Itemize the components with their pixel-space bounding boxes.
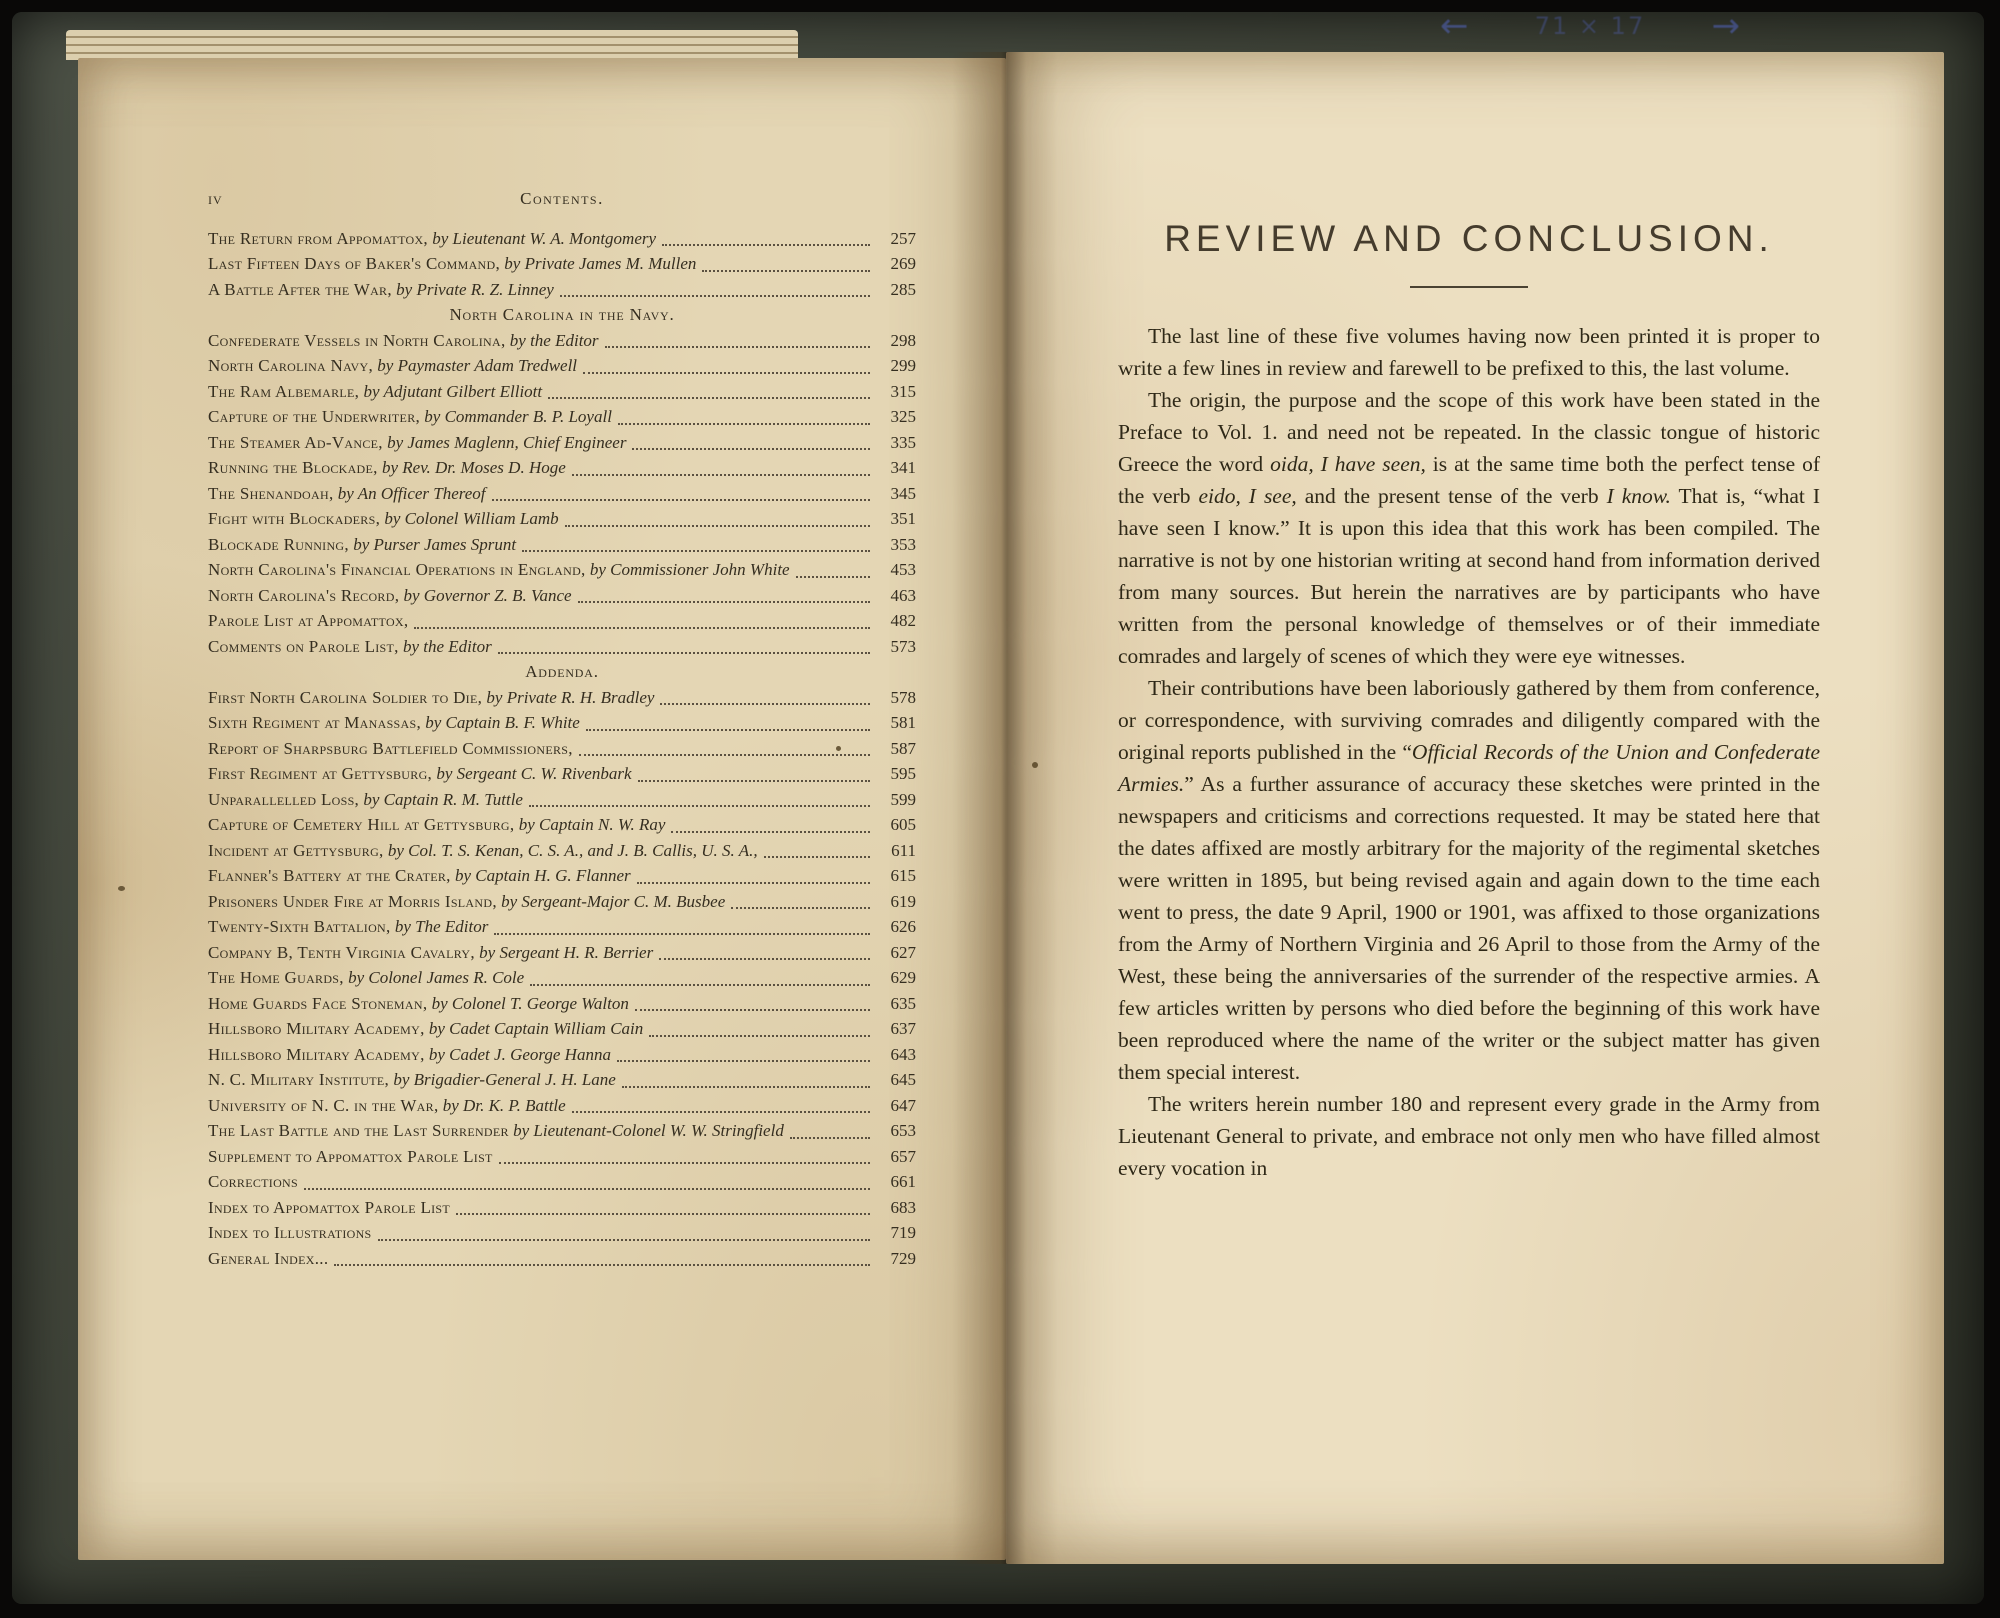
toc-page-number: 463: [890, 585, 916, 605]
toc-entry-author: by Cadet Captain William Cain: [424, 1019, 644, 1038]
page-folio: iv: [208, 189, 223, 208]
toc-page-number: 482: [890, 611, 916, 630]
toc-entry: [208, 838, 916, 864]
table-of-contents: [208, 186, 916, 1271]
toc-page-number: 351: [890, 509, 916, 528]
toc-dot-leader: [572, 1111, 870, 1113]
toc-entry-title: Flanner's Battery at the Crater,: [208, 866, 451, 885]
toc-page-number: 341: [890, 458, 916, 477]
toc-entry-author: by Dr. K. P. Battle: [438, 1095, 566, 1115]
toc-entry-title: Parole List at Appomattox,: [208, 611, 409, 630]
toc-page-number: 635: [890, 993, 916, 1013]
toc-page-number: 643: [890, 1044, 916, 1064]
toc-entry-text: [208, 1169, 298, 1195]
toc-entry-author: by Captain N. W. Ray: [514, 815, 666, 834]
toc-entry-title: Capture of Cemetery Hill at Gettysburg,: [208, 815, 515, 834]
toc-entry-text: [208, 455, 566, 481]
toc-entry: [208, 1118, 916, 1144]
toc-dot-leader: [499, 1162, 870, 1164]
toc-dot-leader: [583, 372, 870, 374]
toc-entry-title: Unparallelled Loss,: [208, 789, 360, 809]
toc-entry-title: Corrections: [208, 1172, 298, 1191]
toc-entry: [208, 812, 916, 838]
toc-entry-text: [208, 532, 516, 558]
chapter: [1118, 218, 1820, 1184]
toc-entry-author: by Commander B. P. Loyall: [420, 407, 612, 426]
toc-entry: [208, 1016, 916, 1042]
toc-entry-author: by Col. T. S. Kenan, C. S. A., and J. B. Callis, U. S. A.,: [383, 840, 758, 860]
toc-section-header: North Carolina in the Navy.: [449, 305, 675, 324]
paper-speck: [1032, 762, 1038, 768]
toc-page-number: 573: [890, 636, 916, 656]
toc-entry: [208, 1067, 916, 1093]
toc-header-row: [208, 186, 916, 212]
toc-entry-title: North Carolina's Financial Operations in England,: [208, 560, 586, 579]
toc-page-number: 269: [890, 254, 916, 273]
scan-left-arrow-icon: ←: [1440, 6, 1469, 46]
toc-entry-text: [208, 226, 656, 252]
toc-entry: [208, 1195, 916, 1221]
toc-page-number: 611: [891, 840, 916, 860]
toc-entry-title: Incident at Gettysburg,: [208, 840, 384, 860]
toc-entry-author: by The Editor: [390, 917, 489, 936]
toc-dot-leader: [702, 270, 870, 272]
toc-entry-text: [208, 328, 599, 354]
toc-page-number: 629: [890, 968, 916, 987]
toc-entry: [208, 353, 916, 379]
toc-page-number: 345: [890, 483, 916, 503]
toc-entry: [208, 889, 916, 915]
toc-dot-leader: [530, 984, 870, 986]
paper-speck: [118, 886, 125, 891]
toc-dot-leader: [796, 576, 870, 578]
toc-dot-leader: [638, 780, 870, 782]
toc-entry: [208, 965, 916, 991]
toc-entry: [208, 685, 916, 711]
toc-entry-text: [208, 1093, 566, 1119]
toc-entry-author: by Colonel T. George Walton: [427, 993, 629, 1013]
toc-entry-text: [208, 940, 653, 966]
toc-entry-text: [208, 965, 524, 991]
toc-entry-author: by Purser James Sprunt: [348, 534, 517, 554]
toc-entry-author: by Captain H. G. Flanner: [450, 866, 631, 885]
scan-marks: [1440, 4, 1740, 48]
toc-dot-leader: [378, 1239, 870, 1241]
toc-entry-author: by James Maglenn, Chief Engineer: [382, 432, 627, 452]
toc-entry: [208, 863, 916, 889]
left-page: [78, 58, 1006, 1560]
toc-dot-leader: [560, 295, 870, 297]
toc-dot-leader: [579, 754, 870, 756]
toc-dot-leader: [548, 397, 870, 399]
toc-entry-author: by Sergeant H. R. Berrier: [474, 942, 654, 962]
toc-entry-title: The Steamer Ad-Vance,: [208, 432, 383, 452]
toc-entry: [208, 583, 916, 609]
title-rule: [1410, 286, 1528, 288]
toc-entry-text: [208, 251, 696, 277]
toc-entry-text: [208, 863, 631, 889]
toc-entry-text: [208, 991, 629, 1017]
toc-dot-leader: [790, 1137, 870, 1139]
toc-entry-text: [208, 889, 725, 915]
toc-entry: [208, 1144, 916, 1170]
toc-entry-title: North Carolina's Record,: [208, 585, 400, 605]
toc-page-number: 661: [890, 1172, 916, 1191]
toc-entry: [208, 761, 916, 787]
toc-entry-author: by Lieutenant W. A. Montgomery: [427, 228, 657, 248]
toc-dot-leader: [662, 244, 870, 246]
toc-page-number: 647: [890, 1095, 916, 1115]
toc-entry-text: [208, 634, 492, 660]
toc-entry-text: [208, 1144, 493, 1170]
toc-entry-title: General Index...: [208, 1248, 329, 1268]
toc-entry-text: [208, 710, 580, 736]
toc-entry-author: by Private James M. Mullen: [500, 254, 697, 273]
toc-entry: [208, 506, 916, 532]
toc-entry-title: North Carolina Navy,: [208, 356, 374, 375]
toc-entry: [208, 277, 916, 303]
toc-entry-title: Index to Appomattox Parole List: [208, 1197, 451, 1217]
toc-entry: [208, 481, 916, 507]
toc-entry: [208, 608, 916, 634]
toc-page-number: 657: [890, 1146, 916, 1166]
toc-entry-text: [208, 1195, 450, 1221]
toc-entry-author: by Captain R. M. Tuttle: [359, 789, 523, 809]
toc-dot-leader: [637, 882, 870, 884]
contents-heading: Contents.: [520, 189, 604, 208]
toc-dot-leader: [764, 856, 870, 858]
toc-entry-text: [208, 838, 758, 864]
toc-dot-leader: [671, 831, 870, 833]
toc-entry: [208, 991, 916, 1017]
toc-entry-text: [208, 277, 554, 303]
toc-page-number: 257: [890, 228, 916, 248]
toc-dot-leader: [456, 1213, 870, 1215]
toc-entry-text: [208, 1220, 372, 1246]
toc-entry: [208, 328, 916, 354]
toc-entry-text: [208, 685, 654, 711]
toc-page-number: 605: [890, 815, 916, 834]
toc-page-number: 615: [890, 866, 916, 885]
toc-entry-title: Confederate Vessels in North Carolina,: [208, 330, 506, 350]
toc-entry-title: Home Guards Face Stoneman,: [208, 993, 428, 1013]
toc-page-number: 453: [890, 560, 916, 579]
toc-list: [208, 226, 916, 1272]
toc-page-number: 645: [890, 1070, 916, 1089]
toc-entry: [208, 455, 916, 481]
toc-entry: [208, 787, 916, 813]
toc-entry-author: by Cadet J. George Hanna: [424, 1044, 611, 1064]
page-edges: [66, 30, 798, 60]
toc-entry-title: Supplement to Appomattox Parole List: [208, 1146, 493, 1166]
toc-entry-author: by the Editor: [505, 330, 599, 350]
toc-dot-leader: [618, 423, 870, 425]
toc-entry-title: Last Fifteen Days of Baker's Command,: [208, 254, 501, 273]
toc-entry-text: [208, 1042, 611, 1068]
toc-page-number: 599: [890, 789, 916, 809]
paper-speck: [836, 746, 841, 751]
toc-entry: [208, 557, 916, 583]
toc-entry-title: Hillsboro Military Academy,: [208, 1019, 425, 1038]
toc-entry-author: by Adjutant Gilbert Elliott: [359, 381, 543, 401]
toc-page-number: 335: [890, 432, 916, 452]
toc-entry-title: First North Carolina Soldier to Die,: [208, 687, 483, 707]
toc-entry-author: by Lieutenant-Colonel W. W. Stringfield: [508, 1121, 784, 1140]
toc-entry: [208, 532, 916, 558]
toc-page-number: 627: [890, 942, 916, 962]
toc-entry-author: by Paymaster Adam Tredwell: [373, 356, 578, 375]
toc-page-number: 587: [890, 738, 916, 758]
toc-page-number: 353: [890, 534, 916, 554]
toc-entry-text: [208, 1246, 328, 1272]
toc-dot-leader: [494, 933, 870, 935]
chapter-title: REVIEW AND CONCLUSION.: [1164, 218, 1774, 259]
right-page: [1006, 52, 1944, 1564]
toc-entry-author: by Sergeant-Major C. M. Busbee: [496, 891, 726, 911]
toc-dot-leader: [498, 652, 870, 654]
toc-page-number: 581: [890, 713, 916, 732]
toc-dot-leader: [605, 346, 870, 348]
toc-entry: [208, 251, 916, 277]
toc-entry: [208, 404, 916, 430]
toc-entry-author: by Colonel William Lamb: [380, 509, 559, 528]
scan-right-arrow-icon: →: [1711, 6, 1740, 46]
toc-dot-leader: [659, 958, 870, 960]
toc-entry-title: Running the Blockade,: [208, 458, 378, 477]
toc-dot-leader: [617, 1060, 870, 1062]
toc-entry-text: [208, 812, 665, 838]
toc-entry: [208, 430, 916, 456]
toc-entry-text: [208, 608, 408, 634]
toc-entry-title: The Shenandoah,: [208, 483, 334, 503]
toc-page-number: 626: [890, 917, 916, 936]
toc-entry: [208, 710, 916, 736]
toc-entry-author: by Private R. Z. Linney: [391, 279, 554, 299]
toc-entry-title: University of N. C. in the War,: [208, 1095, 439, 1115]
toc-entry-text: [208, 430, 626, 456]
toc-page-number: 719: [890, 1223, 916, 1242]
toc-dot-leader: [572, 474, 870, 476]
toc-entry-text: [208, 1118, 784, 1144]
toc-entry-title: N. C. Military Institute,: [208, 1070, 390, 1089]
toc-dot-leader: [492, 499, 870, 501]
toc-page-number: 595: [890, 764, 916, 783]
toc-entry: [208, 1042, 916, 1068]
toc-entry-text: [208, 914, 488, 940]
toc-entry-title: Comments on Parole List,: [208, 636, 399, 656]
toc-entry-title: First Regiment at Gettysburg,: [208, 764, 433, 783]
toc-entry-title: Prisoners Under Fire at Morris Island,: [208, 891, 497, 911]
toc-page-number: 315: [890, 381, 916, 401]
toc-entry-text: [208, 404, 612, 430]
toc-entry-title: The Home Guards,: [208, 968, 344, 987]
toc-dot-leader: [586, 729, 870, 731]
toc-entry-text: [208, 1016, 643, 1042]
toc-entry-author: by Brigadier-General J. H. Lane: [389, 1070, 616, 1089]
toc-entry-author: by the Editor: [398, 636, 492, 656]
body-paragraph: Their contributions have been laboriously gathered by them from conference, or correspondence, with surviving comrades and diligently compared with the original reports published in the “Official Records of the Union and Confederate Armies.” As a further assurance of accuracy these sketches were printed in the newspapers and criticisms and corrections requested. It may be stated here that the dates affixed are mostly arbitrary for the majority of the regimental sketches were written in 1895, but being revised again and again down to the time each went to press, the date 9 April, 1900 or 1901, was affixed to those organizations from the Army of Northern Virginia and 26 April to those from the Army of the West, these being the anniversaries of the surrender of the respective armies. A few articles written by persons who died before the beginning of this work have been reproduced where the name of the writer or the subject matter has given them special interest.: [1118, 676, 1820, 1084]
toc-entry: [208, 1246, 916, 1272]
toc-entry-text: [208, 761, 632, 787]
toc-entry-title: The Ram Albemarle,: [208, 381, 360, 401]
toc-entry-text: [208, 379, 542, 405]
toc-page-number: 578: [890, 687, 916, 707]
toc-dot-leader: [649, 1035, 870, 1037]
toc-entry-text: [208, 353, 577, 379]
toc-entry-text: [208, 736, 573, 762]
toc-entry-title: A Battle After the War,: [208, 279, 392, 299]
toc-page-number: 637: [890, 1019, 916, 1038]
toc-entry: [208, 736, 916, 762]
toc-entry: [208, 940, 916, 966]
toc-entry-text: [208, 583, 572, 609]
toc-dot-leader: [522, 550, 870, 552]
toc-page-number: 729: [890, 1248, 916, 1268]
toc-entry-text: [208, 481, 486, 507]
toc-entry-text: [208, 787, 523, 813]
toc-entry-text: [208, 506, 559, 532]
body-paragraph: The last line of these five volumes having now been printed it is proper to write a few lines in review and farewell to be prefixed to this, the last volume.: [1118, 324, 1820, 380]
toc-dot-leader: [635, 1009, 870, 1011]
toc-dot-leader: [731, 907, 870, 909]
toc-entry-title: Capture of the Underwriter,: [208, 407, 421, 426]
toc-entry-author: by Governor Z. B. Vance: [399, 585, 572, 605]
toc-entry-title: Sixth Regiment at Manassas,: [208, 713, 422, 732]
toc-section-header: Addenda.: [525, 662, 599, 681]
toc-entry-title: Index to Illustrations: [208, 1223, 372, 1242]
toc-entry-author: by An Officer Thereof: [333, 483, 486, 503]
toc-entry: [208, 1093, 916, 1119]
toc-entry-author: by Private R. H. Bradley: [482, 687, 655, 707]
toc-entry-author: by Colonel James R. Cole: [343, 968, 525, 987]
body-paragraph: The writers herein number 180 and represent every grade in the Army from Lieutenant General to private, and embrace not only men who have filled almost every vocation in: [1118, 1092, 1820, 1180]
chapter-body: [1118, 320, 1820, 1184]
toc-entry-author: by Rev. Dr. Moses D. Hoge: [377, 458, 566, 477]
toc-entry: [208, 634, 916, 660]
toc-page-number: 683: [890, 1197, 916, 1217]
toc-dot-leader: [414, 627, 870, 629]
toc-page-number: 325: [890, 407, 916, 426]
toc-entry-author: by Commissioner John White: [585, 560, 790, 579]
toc-page-number: 299: [890, 356, 916, 375]
toc-entry-text: [208, 557, 790, 583]
toc-entry-title: Company B, Tenth Virginia Cavalry,: [208, 942, 475, 962]
toc-page-number: 653: [890, 1121, 916, 1140]
toc-entry-author: by Sergeant C. W. Rivenbark: [432, 764, 632, 783]
toc-entry-title: Fight with Blockaders,: [208, 509, 381, 528]
toc-entry-title: Report of Sharpsburg Battlefield Commissioners,: [208, 738, 573, 758]
toc-entry: [208, 914, 916, 940]
toc-dot-leader: [334, 1264, 870, 1266]
toc-dot-leader: [622, 1086, 870, 1088]
toc-dot-leader: [578, 601, 870, 603]
toc-dot-leader: [632, 448, 870, 450]
toc-dot-leader: [304, 1188, 870, 1190]
toc-entry-text: [208, 1067, 616, 1093]
toc-entry: [208, 1220, 916, 1246]
toc-entry: [208, 1169, 916, 1195]
toc-entry: [208, 226, 916, 252]
toc-entry-title: The Return from Appomattox,: [208, 228, 428, 248]
toc-entry-author: by Captain B. F. White: [421, 713, 580, 732]
scan-label: 71 × 17: [1534, 12, 1646, 40]
toc-page-number: 298: [890, 330, 916, 350]
toc-page-number: 619: [890, 891, 916, 911]
body-paragraph: The origin, the purpose and the scope of this work have been stated in the Preface to Vol. 1. and need not be repeated. In the classic tongue of historic Greece the word oida, I have seen, is at the same time both the perfect tense of the verb eido, I see, and the present tense of the verb I know. That is, “what I have seen I know.” It is upon this idea that this work has been compiled. The narrative is not by one historian writing at second hand from information derived from many sources. But herein the narratives are by participants who have written from the personal knowledge of themselves or of their immediate comrades and largely of scenes of which they were eye witnesses.: [1118, 388, 1821, 668]
toc-dot-leader: [529, 805, 870, 807]
toc-page-number: 285: [890, 279, 916, 299]
toc-dot-leader: [565, 525, 870, 527]
toc-entry-title: Hillsboro Military Academy,: [208, 1044, 425, 1064]
toc-entry: [208, 379, 916, 405]
toc-entry-title: The Last Battle and the Last Surrender: [208, 1121, 509, 1140]
toc-entry-title: Blockade Running,: [208, 534, 349, 554]
toc-dot-leader: [660, 703, 870, 705]
toc-entry-title: Twenty-Sixth Battalion,: [208, 917, 391, 936]
